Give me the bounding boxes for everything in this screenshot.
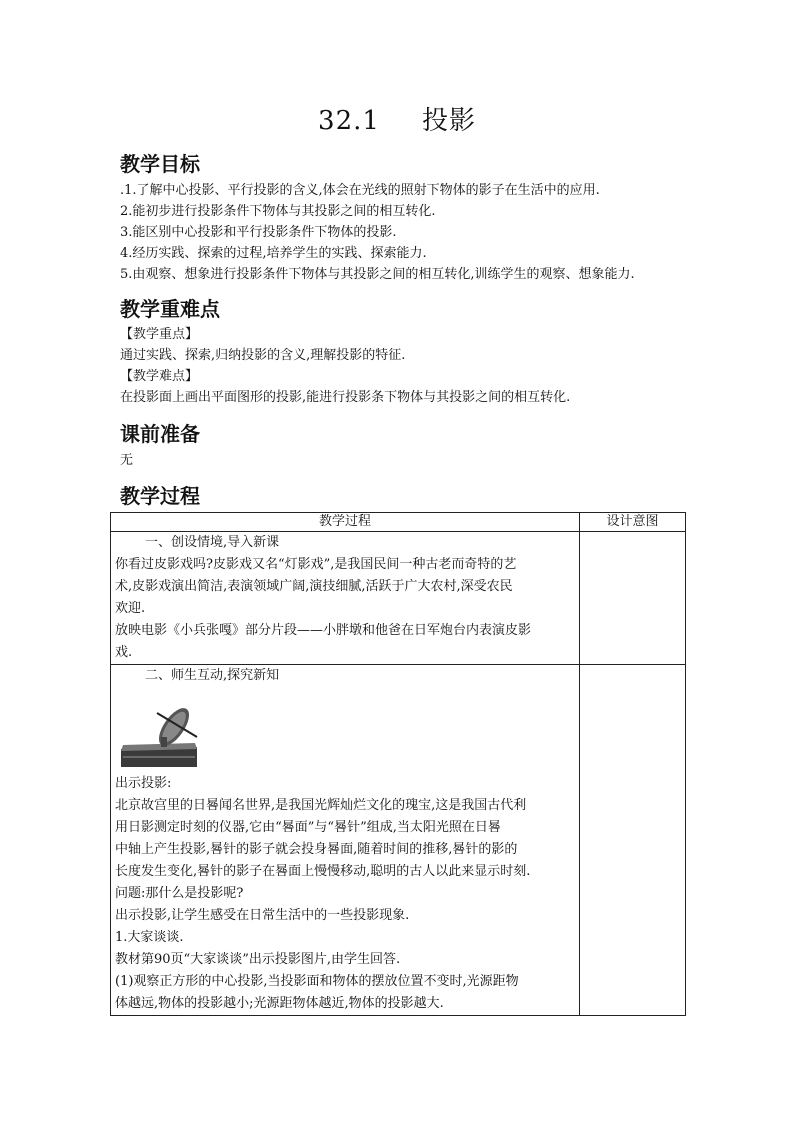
table-row [111,665,686,1016]
row-line: 你看过皮影戏吗?皮影戏又名“灯影戏”,是我国民间一种古老而奇特的艺 [115,557,517,572]
focus-label: 【教学重点】 [120,327,199,342]
column-header-process: 教学过程 [111,513,580,532]
process-cell [111,665,580,1016]
column-header-intent: 设计意图 [580,513,686,532]
process-heading: 教学过程 [120,484,200,508]
preparation-heading: 课前准备 [120,422,200,446]
table-row [111,532,686,665]
objectives-heading: 教学目标 [120,152,200,176]
objective-item: 3.能区别中心投影和平行投影条件下物体的投影. [120,225,397,240]
process-cell [111,532,580,665]
row-line: 1.大家谈谈. [115,930,184,945]
page-title [0,100,794,137]
row-line: 出示投影: [115,776,172,791]
objective-item: 5.由观察、想象进行投影条件下物体与其投影之间的相互转化,训练学生的观察、想象能力. [120,267,635,282]
objective-item: .1.了解中心投影、平行投影的含义,体会在光线的照射下物体的影子在生活中的应用. [120,183,600,198]
row-line: 放映电影《小兵张嘎》部分片段——小胖墩和他爸在日军炮台内表演皮影 [115,623,532,638]
objective-item: 2.能初步进行投影条件下物体与其投影之间的相互转化. [120,204,436,219]
title-text: 投影 [421,106,476,136]
row-line: 用日影测定时刻的仪器,它由“晷面”与“晷针”组成,当太阳光照在日晷 [115,820,501,835]
row-line: 教材第90页“大家谈谈”出示投影图片,由学生回答. [115,952,401,967]
row-line: 问题:那什么是投影呢? [115,886,244,901]
key-points-heading: 教学重难点 [120,297,220,321]
row-line: 欢迎. [115,601,146,616]
teaching-process-table [110,512,686,1016]
difficulty-label: 【教学难点】 [120,369,199,384]
row-line: 体越远,物体的投影越小;光源距物体越近,物体的投影越大. [115,996,444,1011]
row-line: 长度发生变化,晷针的影子在晷面上慢慢移动,聪明的古人以此来显示时刻. [115,864,531,879]
row-line: 中轴上产生投影,晷针的影子就会投身晷面,随着时间的推移,晷针的影的 [115,842,518,857]
row-line: 北京故宫里的日晷闻名世界,是我国光辉灿烂文化的瑰宝,这是我国古代利 [115,798,527,813]
title-number: 32.1 [318,106,380,136]
sundial-image [119,697,199,769]
row-line: 戏. [115,645,133,660]
focus-text: 通过实践、探索,归纳投影的含义,理解投影的特征. [120,348,406,363]
objective-item: 4.经历实践、探索的过程,培养学生的实践、探索能力. [120,246,427,261]
intent-cell [580,665,686,1016]
intent-cell [580,532,686,665]
preparation-text: 无 [120,453,134,468]
difficulty-text: 在投影面上画出平面图形的投影,能进行投影条下物体与其投影之间的相互转化. [120,390,571,405]
row-heading: 一、创设情境,导入新课 [145,535,280,550]
row-line: 术,皮影戏演出简洁,表演领域广阔,演技细腻,活跃于广大农村,深受农民 [115,579,513,594]
row-heading: 二、师生互动,探究新知 [145,668,280,683]
row-line: (1)观察正方形的中心投影,当投影面和物体的摆放位置不变时,光源距物 [115,974,519,989]
table-header-row [111,513,686,532]
row-line: 出示投影,让学生感受在日常生活中的一些投影现象. [115,908,410,923]
